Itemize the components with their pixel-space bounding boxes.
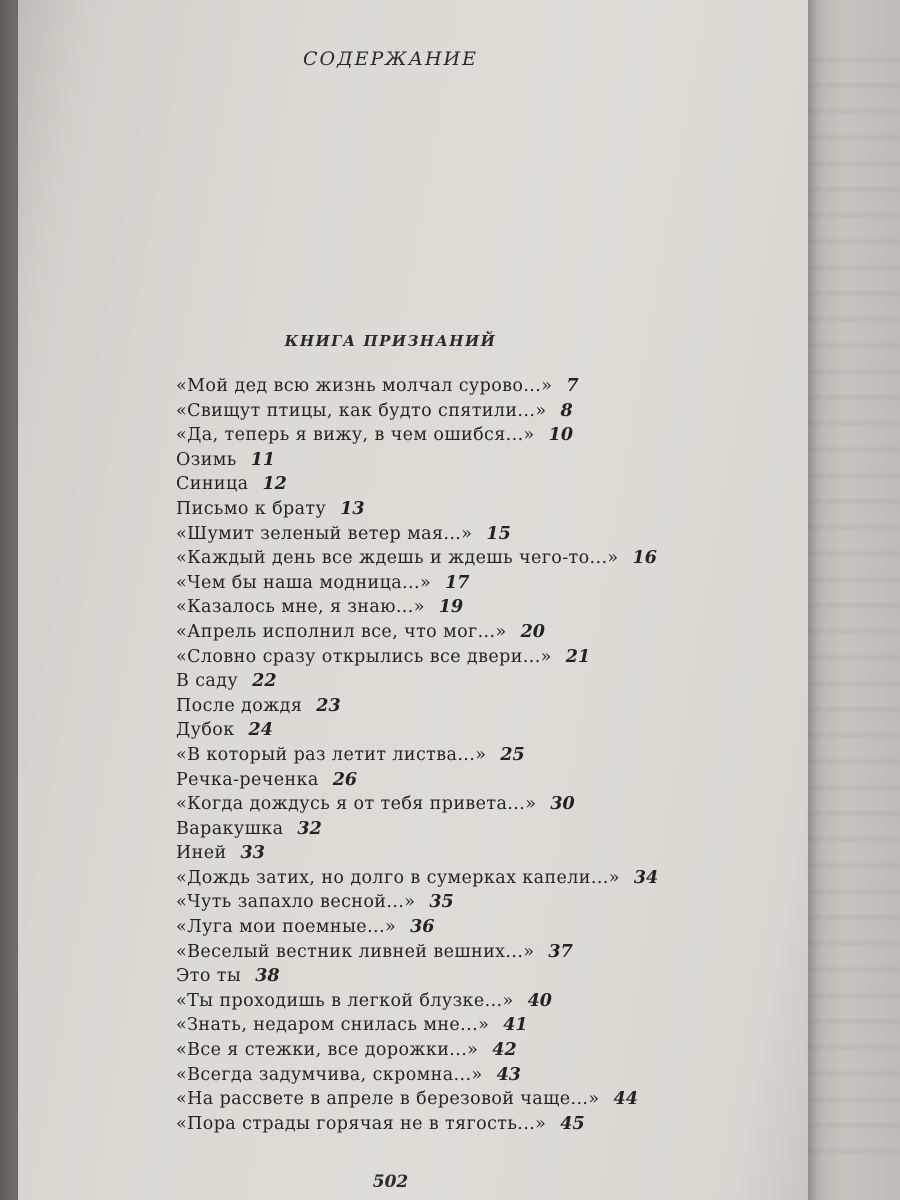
toc-entry-page: 16 <box>632 548 657 569</box>
toc-entry-page: 26 <box>332 769 358 790</box>
table-of-contents <box>176 374 736 1136</box>
toc-entry <box>176 964 736 989</box>
toc-entry-page: 40 <box>527 990 552 1011</box>
toc-entry-page: 10 <box>548 425 573 446</box>
toc-entry <box>176 472 736 497</box>
toc-entry-page: 36 <box>410 917 435 938</box>
toc-entry-page: 17 <box>445 572 470 593</box>
toc-entry-title: «В который раз летит листва...» <box>176 744 487 765</box>
toc-entry <box>176 768 736 793</box>
toc-entry <box>176 866 736 891</box>
toc-entry-title: «Пора страды горячая не в тягость...» <box>176 1113 547 1134</box>
toc-entry-title: «Казалось мне, я знаю...» <box>176 597 425 618</box>
toc-entry-page: 8 <box>560 400 573 421</box>
toc-entry-page: 19 <box>438 597 464 618</box>
toc-entry-title: После дождя <box>176 695 303 716</box>
toc-entry <box>176 645 736 670</box>
toc-entry-title: «Свищут птицы, как будто спятили...» <box>176 400 547 421</box>
toc-entry-title: Дубок <box>176 720 235 741</box>
toc-entry-title: «Все я стежки, все дорожки...» <box>176 1040 479 1061</box>
toc-entry <box>176 1063 736 1088</box>
facing-page <box>808 0 900 1200</box>
toc-entry-page: 38 <box>255 966 280 987</box>
toc-entry-page: 45 <box>560 1113 585 1134</box>
toc-entry-page: 21 <box>565 646 591 667</box>
toc-entry-page: 20 <box>520 621 545 642</box>
section-title: КНИГА ПРИЗНАНИЙ <box>284 332 497 350</box>
toc-entry-title: Письмо к брату <box>176 498 327 519</box>
toc-entry-title: «Всегда задумчива, скромна...» <box>176 1064 483 1085</box>
toc-entry-page: 34 <box>633 867 659 888</box>
toc-entry <box>176 1112 736 1137</box>
toc-entry <box>176 448 736 473</box>
toc-entry <box>176 595 736 620</box>
toc-entry-title: «Ты проходишь в легкой блузке...» <box>176 990 514 1011</box>
page-title: СОДЕРЖАНИЕ <box>303 48 478 70</box>
toc-entry-page: 37 <box>548 941 573 962</box>
toc-entry-page: 7 <box>566 376 579 396</box>
toc-entry <box>176 423 736 448</box>
toc-entry-page: 12 <box>262 474 287 495</box>
toc-entry <box>176 571 736 596</box>
toc-entry-page: 43 <box>496 1064 521 1085</box>
toc-entry <box>176 669 736 694</box>
toc-entry-title: «Веселый вестник ливней вешних...» <box>176 941 535 962</box>
toc-entry-page: 41 <box>503 1015 528 1036</box>
toc-entry <box>176 374 736 399</box>
toc-entry-title: «Каждый день все ждешь и ждешь чего-то...» <box>176 548 619 569</box>
toc-entry-page: 11 <box>250 449 276 470</box>
toc-entry <box>176 841 736 866</box>
toc-entry-page: 13 <box>340 498 365 519</box>
toc-entry <box>176 522 736 547</box>
toc-entry-page: 33 <box>240 843 265 864</box>
toc-entry-title: Озимь <box>176 449 237 470</box>
toc-entry <box>176 497 736 522</box>
toc-entry <box>176 940 736 965</box>
toc-entry <box>176 620 736 645</box>
toc-entry-page: 22 <box>252 671 277 692</box>
book-page <box>18 0 808 1200</box>
toc-entry-title: Речка-реченка <box>176 769 319 790</box>
toc-entry-title: «Апрель исполнил все, что мог...» <box>176 621 507 642</box>
toc-entry-title: «Когда дождусь я от тебя привета...» <box>176 794 537 815</box>
toc-entry <box>176 1087 736 1112</box>
page-number: 502 <box>372 1172 409 1192</box>
toc-entry-page: 23 <box>316 695 341 716</box>
toc-entry <box>176 743 736 768</box>
toc-entry <box>176 399 736 424</box>
toc-entry-page: 25 <box>500 744 525 765</box>
toc-entry <box>176 890 736 915</box>
toc-entry-title: «Шумит зеленый ветер мая...» <box>176 523 473 544</box>
toc-entry-page: 42 <box>492 1040 517 1061</box>
toc-entry-page: 32 <box>297 818 322 839</box>
toc-entry-page: 35 <box>429 892 454 913</box>
toc-entry-title: «Чем бы наша модница...» <box>176 572 432 593</box>
toc-entry-title: Иней <box>176 843 227 864</box>
toc-entry <box>176 817 736 842</box>
toc-entry <box>176 694 736 719</box>
toc-entry <box>176 546 736 571</box>
toc-entry-title: «Дождь затих, но долго в сумерках капели...» <box>176 867 620 888</box>
toc-entry-title: «Словно сразу открылись все двери...» <box>176 646 552 667</box>
toc-entry <box>176 989 736 1014</box>
toc-entry-page: 15 <box>486 523 511 544</box>
toc-entry <box>176 915 736 940</box>
toc-entry-title: В саду <box>176 671 239 692</box>
toc-entry-page: 30 <box>550 794 575 815</box>
toc-entry <box>176 718 736 743</box>
toc-entry-page: 24 <box>248 720 273 741</box>
toc-entry-title: Синица <box>176 474 249 495</box>
toc-entry-title: Это ты <box>176 966 242 987</box>
toc-entry-page: 44 <box>613 1089 638 1110</box>
toc-entry <box>176 792 736 817</box>
toc-entry-title: «Луга мои поемные...» <box>176 917 397 938</box>
toc-entry-title: «Да, теперь я вижу, в чем ошибся...» <box>176 425 535 446</box>
toc-entry <box>176 1038 736 1063</box>
toc-entry-title: «Чуть запахло весной...» <box>176 892 416 913</box>
toc-entry-title: «На рассвете в апреле в березовой чаще...» <box>176 1089 600 1110</box>
toc-entry-title: Варакушка <box>176 818 284 839</box>
toc-entry-title: «Знать, недаром снилась мне...» <box>176 1015 490 1036</box>
toc-entry <box>176 1013 736 1038</box>
toc-entry-title: «Мой дед всю жизнь молчал сурово...» <box>176 376 553 396</box>
